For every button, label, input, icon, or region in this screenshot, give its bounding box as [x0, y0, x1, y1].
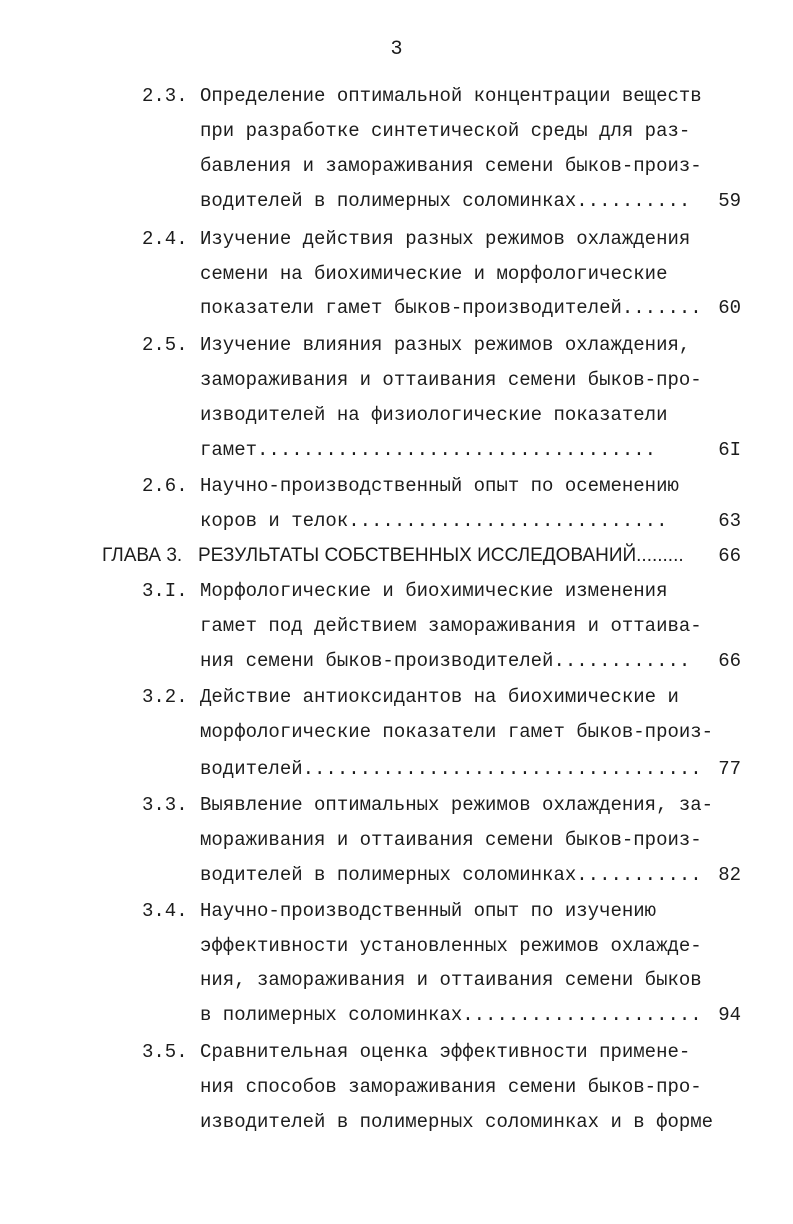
entry-line: ния способов замораживания семени быков-про-	[200, 1076, 702, 1098]
entry-line: коров и телок............................	[200, 510, 668, 532]
entry-page: 82	[718, 864, 741, 886]
entry-page: 66	[718, 545, 741, 567]
entry-line: гамет под действием замораживания и оттаива-	[200, 615, 702, 637]
entry-line: изводителей на физиологические показатели	[200, 404, 668, 426]
entry-line: при разработке синтетической среды для раз-	[200, 120, 691, 142]
page-number: 3	[390, 38, 403, 61]
entry-line: ния семени быков-производителей............	[200, 650, 691, 672]
entry-number: 3.3.	[142, 794, 188, 816]
entry-number: 3.4.	[142, 900, 188, 922]
entry-line: показатели гамет быков-производителей.......	[200, 297, 702, 319]
entry-page: 94	[718, 1004, 741, 1026]
entry-number: 3.2.	[142, 686, 188, 708]
entry-page: 66	[718, 650, 741, 672]
entry-line: гамет...................................	[200, 439, 657, 461]
entry-line: водителей в полимерных соломинках..........	[200, 190, 691, 212]
entry-page: 59	[718, 190, 741, 212]
entry-line: Выявление оптимальных режимов охлаждения, за-	[200, 794, 714, 816]
entry-line: Действие антиоксидантов на биохимические и	[200, 686, 679, 708]
entry-line: морфологические показатели гамет быков-произ-	[200, 721, 714, 743]
entry-line: Научно-производственный опыт по изучению	[200, 900, 657, 922]
entry-page: 77	[718, 758, 741, 780]
entry-line: мораживания и оттаивания семени быков-произ-	[200, 829, 702, 851]
chapter-number: ГЛАВА 3.	[102, 545, 183, 566]
entry-line: ния, замораживания и оттаивания семени быков	[200, 969, 702, 991]
entry-line: Научно-производственный опыт по осеменению	[200, 475, 679, 497]
entry-page: 63	[718, 510, 741, 532]
entry-line: водителей в полимерных соломинках...........	[200, 864, 702, 886]
entry-line: семени на биохимические и морфологические	[200, 263, 668, 285]
entry-number: 3.5.	[142, 1041, 188, 1063]
entry-number: 2.6.	[142, 475, 188, 497]
entry-line: эффективности установленных режимов охлажде-	[200, 935, 702, 957]
entry-number: 2.4.	[142, 228, 188, 250]
entry-number: 2.5.	[142, 334, 188, 356]
chapter-title: РЕЗУЛЬТАТЫ СОБСТВЕННЫХ ИССЛЕДОВАНИЙ.........	[198, 545, 684, 566]
entry-line: замораживания и оттаивания семени быков-про-	[200, 369, 702, 391]
entry-number: 3.I.	[142, 580, 188, 602]
entry-line: Изучение действия разных режимов охлаждения	[200, 228, 691, 250]
entry-page: 60	[718, 297, 741, 319]
entry-page: 6I	[718, 439, 741, 461]
entry-line: изводителей в полимерных соломинках и в форме	[200, 1111, 714, 1133]
entry-line: Изучение влияния разных режимов охлаждения,	[200, 334, 691, 356]
entry-line: Определение оптимальной концентрации веществ	[200, 85, 702, 107]
entry-line: в полимерных соломинках.....................	[200, 1004, 702, 1026]
entry-line: водителей...................................	[200, 758, 702, 780]
entry-line: бавления и замораживания семени быков-произ-	[200, 155, 702, 177]
entry-number: 2.3.	[142, 85, 188, 107]
entry-line: Сравнительная оценка эффективности примене-	[200, 1041, 691, 1063]
entry-line: Морфологические и биохимические изменения	[200, 580, 668, 602]
